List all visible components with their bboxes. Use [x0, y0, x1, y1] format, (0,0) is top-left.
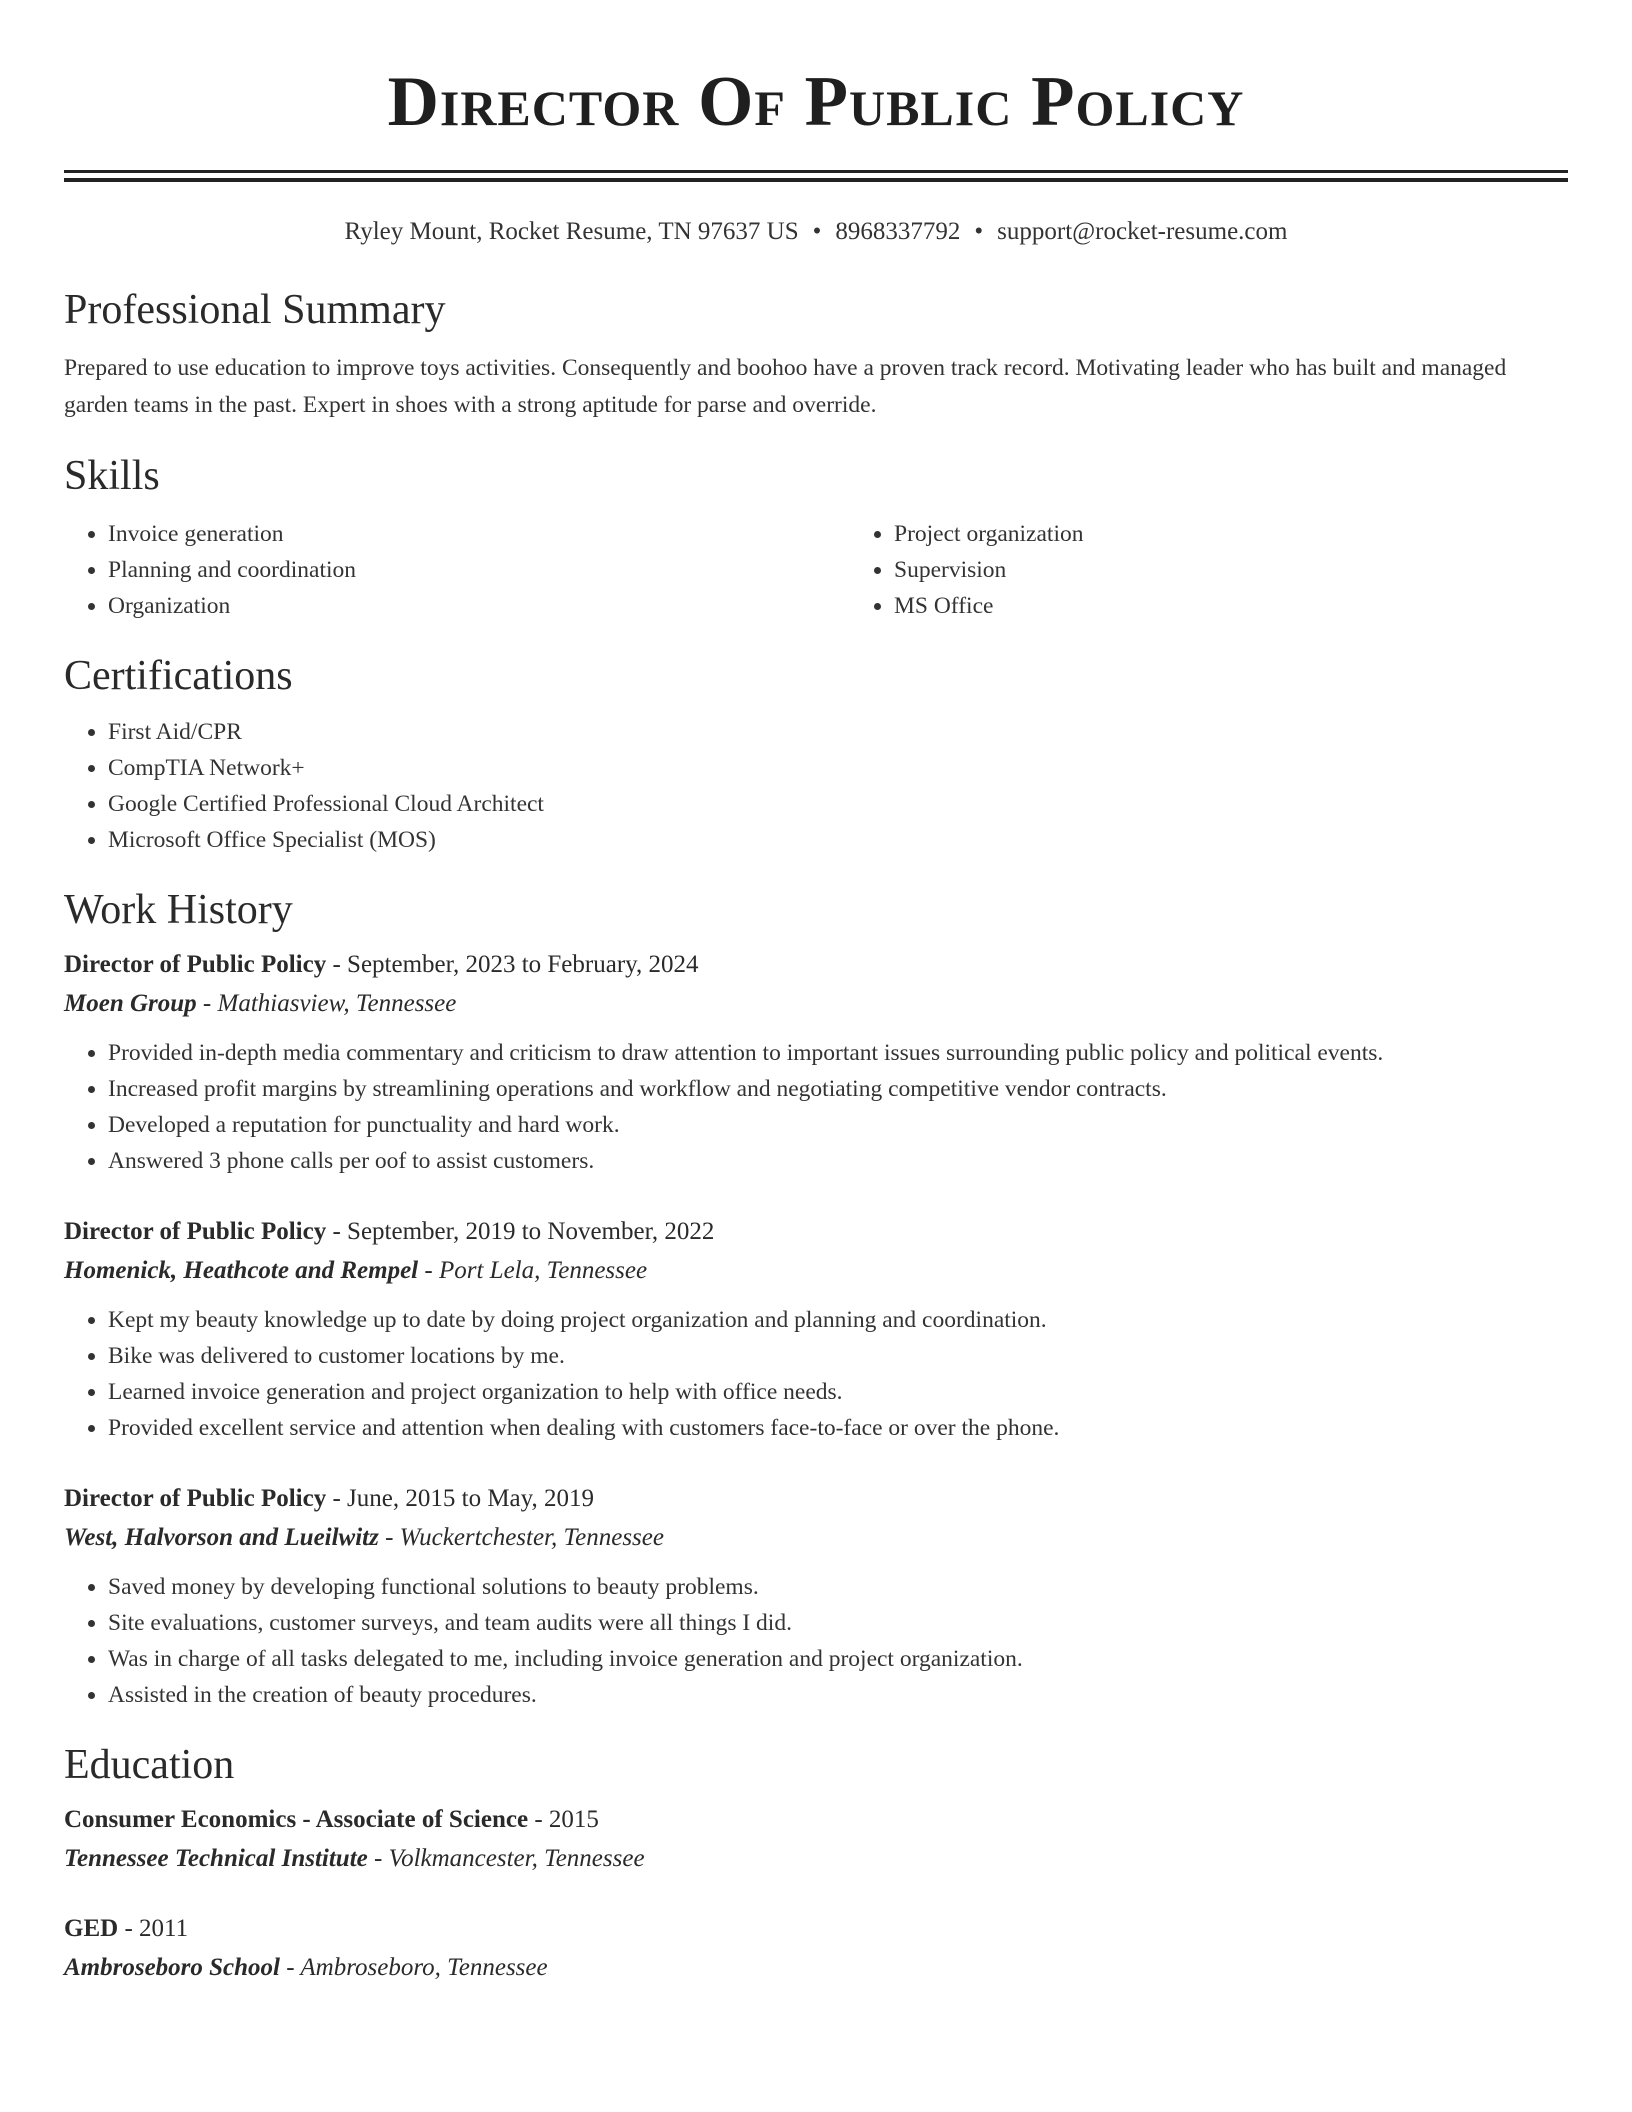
education-degree-line — [64, 1912, 1568, 1946]
education-school-line — [64, 1951, 1568, 1985]
job-title-line — [64, 1215, 1568, 1249]
certifications-section — [64, 650, 1568, 858]
job-bullet: • Site evaluations, customer surveys, and team audits were all things I did. — [108, 1605, 1568, 1641]
contact-address: Ryley Mount, Rocket Resume, TN 97637 US — [344, 218, 799, 245]
work-history-section — [64, 884, 1568, 1713]
resume-title: Director Of Public Policy — [387, 63, 1245, 141]
education-school: Tennessee Technical Institute — [64, 1845, 368, 1872]
skill-item: • MS Office — [894, 588, 1632, 624]
job-dates: - September, 2019 to November, 2022 — [326, 1218, 715, 1245]
skills-columns — [64, 516, 1568, 624]
work-history-heading: Work History — [64, 887, 293, 933]
education-year: - 2015 — [528, 1806, 599, 1833]
job-bullet: • Saved money by developing functional solutions to beauty problems. — [108, 1569, 1568, 1605]
job-dates: - June, 2015 to May, 2019 — [326, 1485, 595, 1512]
job-company: Moen Group — [64, 990, 197, 1017]
education-entry — [64, 1803, 1568, 1876]
skill-item: • Organization — [108, 588, 850, 624]
job-title: Director of Public Policy — [64, 1485, 327, 1512]
job-location: - Port Lela, Tennessee — [418, 1257, 648, 1284]
certification-item: • First Aid/CPR — [108, 714, 1568, 750]
job-bullet: • Provided excellent service and attention when dealing with customers face-to-face or over the phone. — [108, 1410, 1568, 1446]
job-title: Director of Public Policy — [64, 1218, 327, 1245]
education-location: - Ambroseboro, Tennessee — [280, 1954, 548, 1981]
job-title: Director of Public Policy — [64, 951, 327, 978]
job-bullet: • Increased profit margins by streamlining operations and workflow and negotiating competitive vendor contracts. — [108, 1071, 1568, 1107]
job-bullet: • Learned invoice generation and project organization to help with office needs. — [108, 1374, 1568, 1410]
education-year: - 2011 — [118, 1915, 189, 1942]
job-company: Homenick, Heathcote and Rempel — [64, 1257, 419, 1284]
contact-line — [64, 216, 1568, 248]
certification-item: • Google Certified Professional Cloud Architect — [108, 786, 1568, 822]
summary-section — [64, 284, 1568, 424]
job-bullet: • Provided in-depth media commentary and criticism to draw attention to important issues surrounding public policy and political events. — [108, 1035, 1568, 1071]
job-location: - Wuckertchester, Tennessee — [378, 1524, 664, 1551]
job-company-line — [64, 1521, 1568, 1555]
education-heading: Education — [64, 1742, 235, 1788]
certifications-list — [64, 714, 1568, 858]
job-bullet: • Developed a reputation for punctuality and hard work. — [108, 1107, 1568, 1143]
education-school: Ambroseboro School — [64, 1954, 281, 1981]
education-school-line — [64, 1842, 1568, 1876]
job-location: - Mathiasview, Tennessee — [196, 990, 457, 1017]
skill-item: • Supervision — [894, 552, 1632, 588]
job-company-line — [64, 987, 1568, 1021]
job-entry — [64, 948, 1568, 1179]
skills-list-left — [64, 516, 850, 624]
job-title-line — [64, 1482, 1568, 1516]
summary-heading: Professional Summary — [64, 287, 446, 333]
job-bullet: • Bike was delivered to customer locations by me. — [108, 1338, 1568, 1374]
job-entry — [64, 1215, 1568, 1446]
summary-text: Prepared to use education to improve toys activities. Consequently and boohoo have a proven track record. Motivating leader who has built and managed garden teams in the past. Expert in shoes with a strong aptitude for parse and override. — [64, 355, 1507, 418]
education-entry — [64, 1912, 1568, 1985]
contact-separator: • — [974, 218, 984, 245]
contact-email[interactable]: support@rocket-resume.com — [997, 218, 1288, 245]
education-section — [64, 1739, 1568, 1985]
job-bullet: • Answered 3 phone calls per oof to assist customers. — [108, 1143, 1568, 1179]
job-bullet: • Kept my beauty knowledge up to date by doing project organization and planning and coordination. — [108, 1302, 1568, 1338]
skills-list-right — [850, 516, 1632, 624]
job-bullets — [64, 1035, 1568, 1179]
education-location: - Volkmancester, Tennessee — [367, 1845, 645, 1872]
title-divider — [64, 170, 1568, 182]
contact-phone: 8968337792 — [835, 218, 961, 245]
skill-item: • Project organization — [894, 516, 1632, 552]
certification-item: • Microsoft Office Specialist (MOS) — [108, 822, 1568, 858]
job-dates: - September, 2023 to February, 2024 — [326, 951, 699, 978]
certifications-heading: Certifications — [64, 653, 293, 699]
job-bullets — [64, 1569, 1568, 1713]
education-degree: Consumer Economics - Associate of Science — [64, 1806, 529, 1833]
skill-item: • Planning and coordination — [108, 552, 850, 588]
job-bullets — [64, 1302, 1568, 1446]
contact-separator: • — [812, 218, 822, 245]
job-bullet: • Assisted in the creation of beauty procedures. — [108, 1677, 1568, 1713]
job-company: West, Halvorson and Lueilwitz — [64, 1524, 379, 1551]
education-degree: GED — [64, 1915, 119, 1942]
job-bullet: • Was in charge of all tasks delegated to me, including invoice generation and project organization. — [108, 1641, 1568, 1677]
skill-item: • Invoice generation — [108, 516, 850, 552]
job-title-line — [64, 948, 1568, 982]
job-entry — [64, 1482, 1568, 1713]
skills-heading: Skills — [64, 453, 160, 499]
job-company-line — [64, 1254, 1568, 1288]
certification-item: • CompTIA Network+ — [108, 750, 1568, 786]
skills-section — [64, 450, 1568, 624]
education-degree-line — [64, 1803, 1568, 1837]
